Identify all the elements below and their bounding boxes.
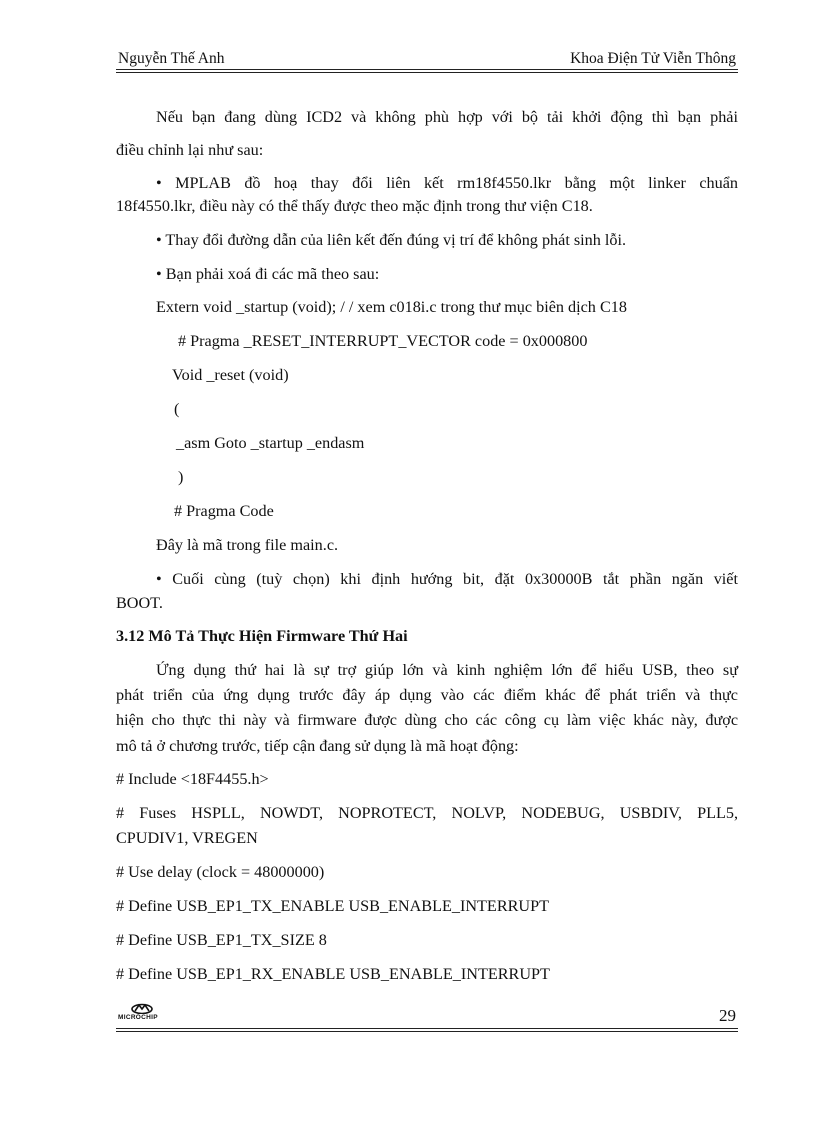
- paragraph-line: Đây là mã trong file main.c.: [156, 536, 339, 554]
- code-line: Extern void _startup (void); / / xem c018i.c trong thư mục biên dịch C18: [156, 298, 627, 316]
- code-line: _asm Goto _startup _endasm: [176, 434, 365, 452]
- bullet-item-continuation: BOOT.: [116, 594, 163, 612]
- logo-wordmark: MICROCHIP: [118, 1014, 158, 1021]
- code-line: # Pragma _RESET_INTERRUPT_VECTOR code = 0x000800: [178, 332, 588, 350]
- paragraph-line: mô tả ở chương trước, tiếp cận đang sử dụng là mã hoạt động:: [116, 737, 519, 755]
- header-rule-double: [116, 72, 738, 73]
- code-line: CPUDIV1, VREGEN: [116, 829, 258, 847]
- page-number: 29: [719, 1006, 736, 1025]
- header-author: Nguyễn Thế Anh: [118, 50, 225, 67]
- footer-rule: [116, 1028, 738, 1029]
- paragraph-line: hiện cho thực thi này và firmware được dùng cho các công cụ làm việc khác này, được: [116, 711, 738, 729]
- footer-rule-double: [116, 1031, 738, 1032]
- code-line: # Define USB_EP1_TX_ENABLE USB_ENABLE_INTERRUPT: [116, 897, 549, 915]
- code-line: # Use delay (clock = 48000000): [116, 863, 325, 881]
- section-heading: 3.12 Mô Tả Thực Hiện Firmware Thứ Hai: [116, 627, 408, 645]
- header-rule: [116, 69, 738, 70]
- microchip-logo: [118, 1002, 174, 1024]
- bullet-item: • Thay đổi đường dẫn của liên kết đến đúng vị trí để không phát sinh lỗi.: [156, 231, 627, 249]
- bullet-item: • Cuối cùng (tuỳ chọn) khi định hướng bit, đặt 0x30000B tắt phần ngăn viết: [156, 570, 738, 588]
- paragraph-line: Nếu bạn đang dùng ICD2 và không phù hợp với bộ tải khởi động thì bạn phải: [156, 108, 738, 126]
- code-line: # Pragma Code: [174, 502, 274, 520]
- code-line: # Define USB_EP1_TX_SIZE 8: [116, 931, 327, 949]
- code-line: Void _reset (void): [172, 366, 289, 384]
- code-line: # Fuses HSPLL, NOWDT, NOPROTECT, NOLVP, NODEBUG, USBDIV, PLL5,: [116, 804, 738, 822]
- paragraph-line: phát triển của ứng dụng trước đây áp dụng vào các điểm khác để phát triển và thực: [116, 686, 738, 704]
- microchip-logo-icon: [130, 1002, 154, 1014]
- code-line: # Include <18F4455.h>: [116, 770, 269, 788]
- page-header: [116, 50, 738, 70]
- bullet-item: • Bạn phải xoá đi các mã theo sau:: [156, 265, 380, 283]
- header-department: Khoa Điện Tử Viễn Thông: [570, 50, 736, 67]
- code-line: (: [174, 400, 180, 418]
- code-line: # Define USB_EP1_RX_ENABLE USB_ENABLE_INTERRUPT: [116, 965, 550, 983]
- paragraph-line: Ứng dụng thứ hai là sự trợ giúp lớn và kinh nghiệm lớn để hiểu USB, theo sự: [156, 661, 738, 679]
- bullet-item: • MPLAB đồ hoạ thay đổi liên kết rm18f4550.lkr bằng một linker chuẩn: [156, 174, 738, 192]
- bullet-item-continuation: 18f4550.lkr, điều này có thể thấy được theo mặc định trong thư viện C18.: [116, 197, 593, 215]
- code-line: ): [178, 468, 184, 486]
- paragraph-line: điều chỉnh lại như sau:: [116, 141, 264, 159]
